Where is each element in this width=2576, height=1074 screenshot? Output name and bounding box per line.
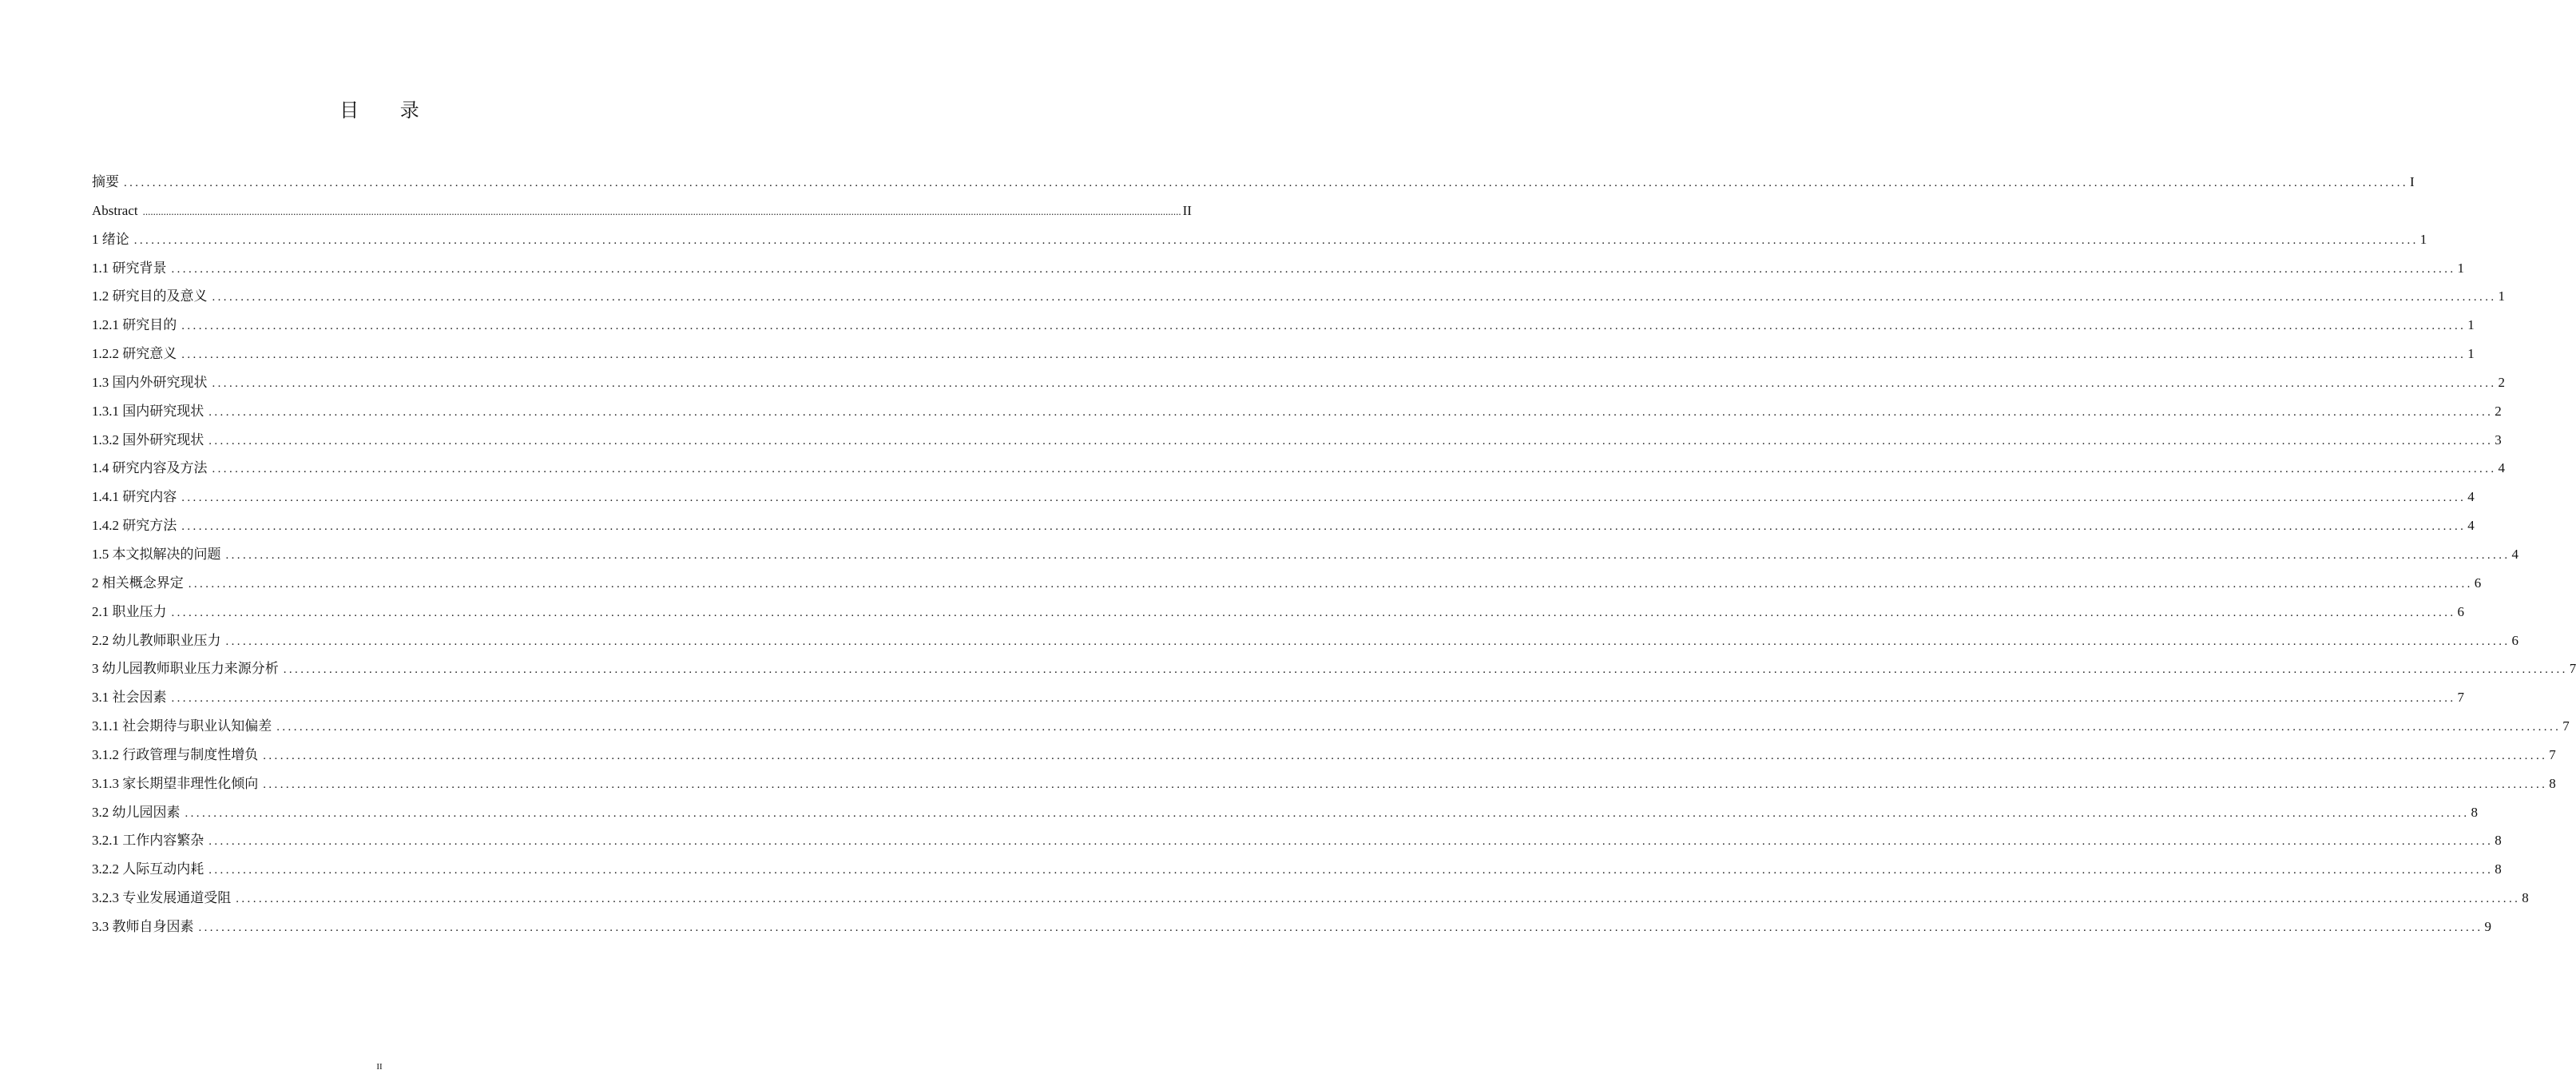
toc-entry-label: 1.4 研究内容及方法 [92,460,208,476]
toc-entry-page: I [2410,174,2415,189]
toc-leader-dots: ................................................................................................................................................................................................................................................................................................................................................................................................................ [208,434,2494,448]
toc-entry[interactable] [92,372,2505,400]
toc-entry[interactable] [92,802,2478,830]
toc-entry-label: 3.1.3 家长期望非理性化倾向 [92,775,259,791]
toc-entry-page: 2 [2498,374,2505,390]
toc-entry[interactable] [92,457,2505,486]
toc-entry-page: 6 [2457,603,2464,619]
toc-entry[interactable] [92,916,2491,945]
toc-leader-dots: ................................................................................................................................................................................................................................................................................................................................................................................................................ [283,663,2568,677]
toc-leader-dots: ................................................................................................................................................................................................................................................................................................................................................................................................................ [133,233,2419,247]
toc-entry-page: 8 [2495,833,2502,849]
toc-entry-label: Abstract [92,202,138,218]
toc-entry-label: 2.2 幼儿教师职业压力 [92,632,221,648]
toc-entry[interactable] [92,858,2502,887]
toc-leader-dots: ................................................................................................................................................................................................................................................................................................................................................................................................................ [208,405,2494,419]
toc-entry-page: 4 [2467,489,2475,505]
toc-leader-dots: ................................................................................................................................................................................................................................................................................................................................................................................................................ [181,320,2467,333]
toc-entry-page: 8 [2495,861,2502,877]
toc-entry[interactable] [92,257,2464,286]
toc-leader-dots: ................................................................................................................................................................................................................................................................................................................................................................................................................ [263,778,2548,791]
toc-entry-label: 1.1 研究背景 [92,260,167,276]
toc-entry-label: 3.1.2 行政管理与制度性增负 [92,746,259,762]
toc-entry[interactable] [92,229,2427,257]
toc-leader-dots: ................................................................................................................................................................................................................................................................................................................................................................................................................ [181,520,2467,534]
toc-entry-page: 9 [2484,918,2491,934]
toc-leader-dots: ................................................................................................................................................................................................................................................................................................................................................................................................................ [236,893,2521,906]
toc-entry-label: 1.4.2 研究方法 [92,518,177,534]
toc-entry[interactable] [92,343,2475,372]
toc-entry-page: 1 [2467,317,2475,333]
toc-entry-label: 1 绪论 [92,231,129,247]
toc-entry-label: 摘要 [92,174,119,189]
toc-entry[interactable] [92,829,2502,858]
toc-entry-page: 4 [2498,460,2505,476]
toc-entry-page: 7 [2562,718,2570,734]
toc-entry[interactable] [92,285,2505,314]
toc-leader-dots: ................................................................................................................................................................................................................................................................................................................................................................................................................ [276,721,2562,734]
toc-entry-page: 8 [2471,804,2478,820]
toc-entry[interactable] [92,200,1192,229]
toc-leader-dots: ................................................................................................................................................................................................................................................................................................................................................................................................................ [181,491,2467,505]
toc-entry[interactable] [92,630,2518,658]
toc-entry-label: 3 幼儿园教师职业压力来源分析 [92,661,279,677]
page-title: 目 录 [339,99,437,121]
table-of-contents [92,171,2576,945]
toc-leader-dots: ................................................................................................................................................................................................................................................................................................................................................................................................................ [263,749,2548,762]
toc-entry[interactable] [92,572,2482,601]
toc-leader-dots: ................................................................................................................................................................................................................................................................................................................................................................................................................ [124,177,2408,189]
toc-entry-label: 1.5 本文拟解决的问题 [92,546,221,562]
toc-entry-label: 1.2.2 研究意义 [92,346,177,362]
toc-entry-page: 7 [2549,746,2556,762]
toc-entry-page: 8 [2522,890,2529,906]
toc-leader-dots: ................................................................................................................................................................................................................................................................................................................................................................................................................ [212,376,2497,390]
toc-leader-dots: ................................................................................................................................................................................................................................................................................................................................................................................................................ [188,577,2473,591]
toc-entry-page: 4 [2467,518,2475,534]
toc-entry[interactable] [92,715,2570,744]
toc-entry-label: 3.2 幼儿园因素 [92,804,181,820]
toc-entry-label: 1.3.1 国内研究现状 [92,403,204,419]
toc-leader-dots: ................................................................................................................................................................................................................................................................................................................................................................................................................ [171,262,2456,276]
toc-entry-page: 1 [2498,288,2505,304]
toc-leader-dots: ................................................................................................................................................................................................................................................................................................................................................................................................................ [171,692,2456,706]
toc-entry-label: 1.2 研究目的及意义 [92,288,208,304]
toc-entry-label: 1.3 国内外研究现状 [92,374,208,390]
toc-entry[interactable] [92,429,2502,458]
toc-entry-label: 3.1 社会因素 [92,690,167,706]
toc-leader-dots: ................................................................................................................................................................................................................................................................................................................................................................................................................ [208,835,2494,849]
toc-entry[interactable] [92,658,2576,686]
toc-entry[interactable] [92,601,2464,630]
toc-entry-label: 3.1.1 社会期待与职业认知偏差 [92,718,272,734]
toc-leader-dots: ................................................................................................................................................................................................................................................................................................................................................................................................................ [181,348,2467,362]
toc-entry[interactable] [92,314,2475,343]
toc-entry[interactable] [92,515,2475,543]
toc-leader-dots: ................................................................................................................................................................................................................................................................................................................................................................................................................ [212,463,2497,476]
toc-entry[interactable] [92,171,2415,200]
toc-leader-dots: ................................................................................................................................................................................................................................................................................................................................................................................................................ [185,806,2470,820]
toc-entry-label: 3.3 教师自身因素 [92,918,194,934]
toc-entry-page: 6 [2511,632,2518,648]
toc-leader-dots: ................................................................................................................................................................................................................................................................................................................................................................................................................ [225,634,2511,648]
toc-entry-page: 1 [2457,260,2464,276]
toc-entry-page: 3 [2495,432,2502,448]
toc-entry-label: 3.2.2 人际互动内耗 [92,861,204,877]
toc-entry[interactable] [92,686,2464,715]
toc-entry-label: 1.4.1 研究内容 [92,489,177,505]
toc-entry-page: 2 [2495,403,2502,419]
toc-entry[interactable] [92,543,2518,572]
toc-entry[interactable] [92,887,2529,916]
toc-entry[interactable] [92,400,2502,429]
toc-entry-label: 2 相关概念界定 [92,575,184,591]
toc-leader-dots: ................................................................................................................................................................................................................................................................................................................................................................................................................ [142,205,1181,217]
toc-entry-label: 3.2.1 工作内容繁杂 [92,833,204,849]
toc-entry-page: 6 [2474,575,2482,591]
toc-entry[interactable] [92,486,2475,515]
toc-entry[interactable] [92,744,2556,773]
toc-entry-page: 4 [2511,546,2518,562]
toc-entry-label: 1.2.1 研究目的 [92,317,177,333]
toc-leader-dots: ................................................................................................................................................................................................................................................................................................................................................................................................................ [171,606,2456,619]
toc-entry-page: 1 [2467,346,2475,362]
toc-entry-label: 3.2.3 专业发展通道受阻 [92,890,232,906]
toc-leader-dots: ................................................................................................................................................................................................................................................................................................................................................................................................................ [198,921,2483,934]
toc-leader-dots: ................................................................................................................................................................................................................................................................................................................................................................................................................ [212,291,2497,304]
page-number: II [376,1062,383,1072]
toc-entry-page: 7 [2569,661,2576,677]
toc-entry-label: 2.1 职业压力 [92,603,167,619]
toc-leader-dots: ................................................................................................................................................................................................................................................................................................................................................................................................................ [225,548,2511,562]
toc-entry-label: 1.3.2 国外研究现状 [92,432,204,448]
toc-entry[interactable] [92,773,2556,802]
toc-entry-page: 1 [2419,231,2427,247]
toc-leader-dots: ................................................................................................................................................................................................................................................................................................................................................................................................................ [208,864,2494,877]
toc-entry-page: II [1182,202,1192,218]
toc-entry-page: 8 [2549,775,2556,791]
toc-entry-page: 7 [2457,690,2464,706]
